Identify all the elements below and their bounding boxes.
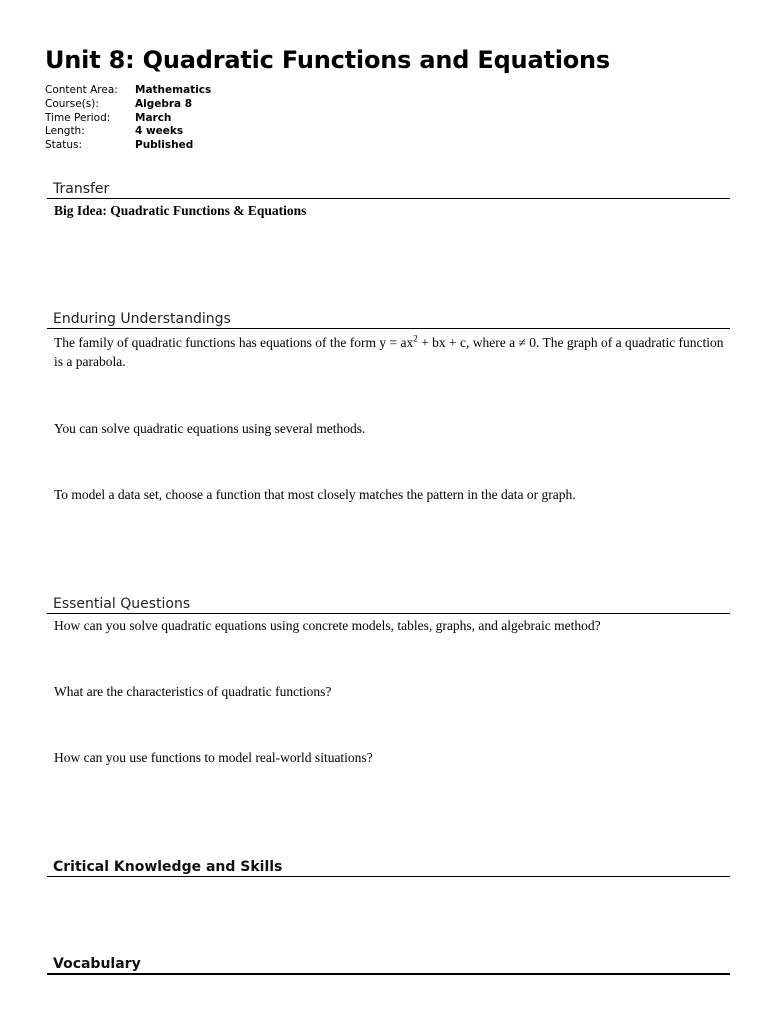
essential-question: How can you use functions to model real-world situations? bbox=[54, 750, 373, 765]
meta-value: March bbox=[135, 111, 172, 124]
section-heading-transfer: Transfer bbox=[47, 180, 730, 199]
meta-value: 4 weeks bbox=[135, 125, 184, 138]
exponent: 2 bbox=[413, 333, 418, 344]
unit-metadata bbox=[45, 84, 211, 153]
understanding-item: You can solve quadratic equations using several methods. bbox=[54, 421, 366, 436]
essential-question: What are the characteristics of quadratic functions? bbox=[54, 684, 332, 699]
meta-label: Status: bbox=[45, 139, 82, 152]
section-heading-vocabulary: Vocabulary bbox=[47, 955, 730, 975]
section-heading-essential-questions: Essential Questions bbox=[47, 595, 730, 614]
understanding-text-part: + bx + c, where a ≠ 0. The graph of a quadratic function is a parabola. bbox=[54, 335, 724, 369]
meta-row-status bbox=[45, 139, 211, 153]
meta-row-content-area bbox=[45, 84, 211, 98]
meta-label: Course(s): bbox=[45, 97, 99, 110]
meta-label: Content Area: bbox=[45, 84, 118, 96]
understanding-item: To model a data set, choose a function that most closely matches the pattern in the data or graph. bbox=[54, 487, 576, 502]
big-idea-text: Big Idea: Quadratic Functions & Equations bbox=[54, 203, 307, 218]
meta-row-courses bbox=[45, 98, 211, 112]
understanding-item bbox=[54, 333, 724, 371]
page-title: Unit 8: Quadratic Functions and Equations bbox=[45, 46, 610, 74]
meta-label: Length: bbox=[45, 125, 85, 138]
meta-row-time-period bbox=[45, 112, 211, 126]
essential-question: How can you solve quadratic equations using concrete models, tables, graphs, and algebraic method? bbox=[54, 618, 601, 633]
section-heading-critical-knowledge: Critical Knowledge and Skills bbox=[47, 858, 730, 877]
understanding-text-part: The family of quadratic functions has equations of the form y = ax bbox=[54, 335, 414, 350]
meta-value: Algebra 8 bbox=[135, 97, 193, 110]
meta-label: Time Period: bbox=[45, 111, 111, 124]
meta-row-length bbox=[45, 125, 211, 139]
section-heading-enduring-understandings: Enduring Understandings bbox=[47, 310, 730, 329]
meta-value: Mathematics bbox=[135, 84, 212, 96]
meta-value: Published bbox=[135, 139, 194, 152]
